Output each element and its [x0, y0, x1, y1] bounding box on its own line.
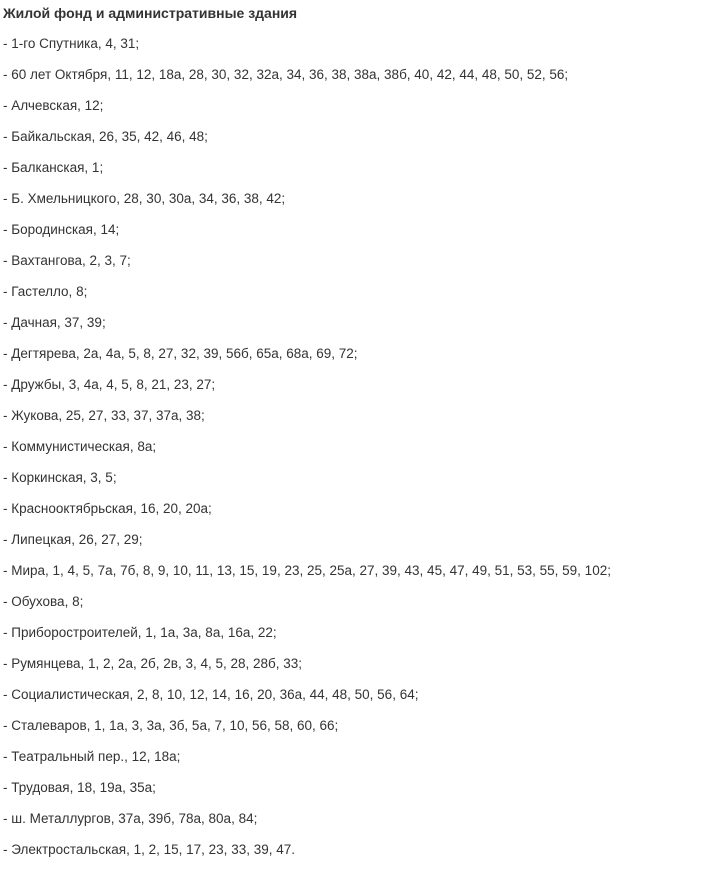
list-item: - Сталеваров, 1, 1а, 3, 3а, 3б, 5а, 7, 10, 56, 58, 60, 66; [3, 718, 339, 733]
list-item: - Дачная, 37, 39; [3, 315, 106, 330]
list-item: - 1-го Спутника, 4, 31; [3, 36, 140, 51]
list-item: - Коркинская, 3, 5; [3, 470, 117, 485]
street-list [3, 33, 611, 870]
list-item: - Трудовая, 18, 19а, 35а; [3, 780, 156, 795]
list-item: - Электростальская, 1, 2, 15, 17, 23, 33, 39, 47. [3, 842, 295, 857]
list-item: - Байкальская, 26, 35, 42, 46, 48; [3, 129, 208, 144]
list-item: - Жукова, 25, 27, 33, 37, 37а, 38; [3, 408, 205, 423]
list-item: - Гастелло, 8; [3, 284, 88, 299]
list-item: - Обухова, 8; [3, 594, 84, 609]
list-item: - Липецкая, 26, 27, 29; [3, 532, 143, 547]
list-item: - Мира, 1, 4, 5, 7а, 7б, 8, 9, 10, 11, 13, 15, 19, 23, 25, 25а, 27, 39, 43, 45, 47, 49, 51, 53, 55, 59, 102; [3, 563, 611, 578]
list-item: - Коммунистическая, 8а; [3, 439, 157, 454]
list-item: - ш. Металлургов, 37а, 39б, 78а, 80а, 84; [3, 811, 258, 826]
list-item: - Дружбы, 3, 4а, 4, 5, 8, 21, 23, 27; [3, 377, 216, 392]
list-item: - Румянцева, 1, 2, 2а, 2б, 2в, 3, 4, 5, 28, 28б, 33; [3, 656, 303, 671]
list-item: - 60 лет Октября, 11, 12, 18а, 28, 30, 32, 32а, 34, 36, 38, 38а, 38б, 40, 42, 44, 48, 50, 52, 56; [3, 67, 569, 82]
list-item: - Театральный пер., 12, 18а; [3, 749, 181, 764]
list-item: - Дегтярева, 2а, 4а, 5, 8, 27, 32, 39, 56б, 65а, 68а, 69, 72; [3, 346, 358, 361]
list-item: - Бородинская, 14; [3, 222, 120, 237]
list-item: - Вахтангова, 2, 3, 7; [3, 253, 131, 268]
document-title: Жилой фонд и административные здания [3, 5, 298, 21]
list-item: - Алчевская, 12; [3, 98, 104, 113]
list-item: - Социалистическая, 2, 8, 10, 12, 14, 16, 20, 36а, 44, 48, 50, 56, 64; [3, 687, 419, 702]
list-item: - Приборостроителей, 1, 1а, 3а, 8а, 16а, 22; [3, 625, 277, 640]
list-item: - Балканская, 1; [3, 160, 104, 175]
list-item: - Б. Хмельницкого, 28, 30, 30а, 34, 36, 38, 42; [3, 191, 286, 206]
list-item: - Краснооктябрьская, 16, 20, 20а; [3, 501, 212, 516]
